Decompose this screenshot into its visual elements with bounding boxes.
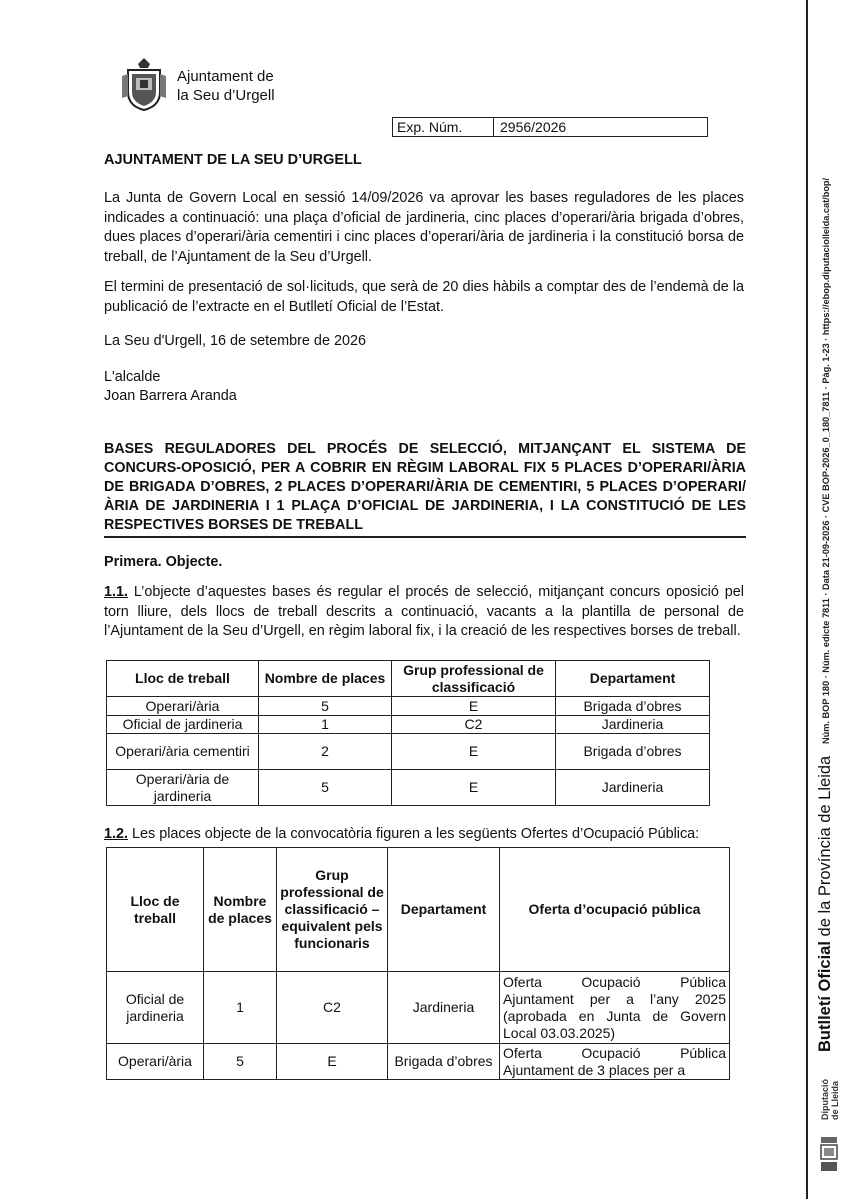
table-row: [107, 1044, 730, 1080]
diputacio-name: [820, 1079, 840, 1120]
cell-department: Brigada d’obres: [556, 734, 710, 770]
org-name-line1: Ajuntament de: [177, 68, 274, 85]
diputacio-line1: Diputació: [820, 1078, 830, 1120]
col-header-department: Departament: [388, 848, 500, 972]
cell-department: Jardineria: [556, 716, 710, 734]
clause-number-1-2: 1.2.: [104, 826, 129, 842]
cell-post: Operari/ària de jardineria: [107, 770, 259, 806]
document-title: AJUNTAMENT DE LA SEU D’URGELL: [104, 152, 362, 168]
cell-group: E: [392, 770, 556, 806]
cell-department: Brigada d’obres: [556, 697, 710, 716]
diputacio-logo-icon: [819, 1135, 839, 1173]
cell-department: Brigada d’obres: [388, 1044, 500, 1080]
expedient-label: Exp. Núm.: [393, 118, 494, 136]
cell-post: Oficial de jardineria: [107, 716, 259, 734]
cell-post: Oficial de jardineria: [107, 972, 204, 1044]
org-name-line2: la Seu d’Urgell: [177, 87, 275, 104]
bulletin-sidebar: [806, 0, 848, 1199]
table-header-row: [107, 848, 730, 972]
expedient-number: 2956/2026: [500, 119, 567, 135]
signer-name: Joan Barrera Aranda: [104, 388, 237, 404]
paragraph-1-1: [104, 583, 744, 642]
bulletin-metadata: Núm. BOP 180 · Núm. edicte 7811 · Data 21-09-2026 · CVE BOP-2026_0_180_7811 · Pàg. 1-23 · https://ebop.diputaciolleida.cat/bop/: [821, 177, 831, 744]
table-row: [107, 716, 710, 734]
cell-group: E: [277, 1044, 388, 1080]
col-header-post: Lloc de treball: [107, 661, 259, 697]
cell-group: E: [392, 697, 556, 716]
signer-role: L'alcalde: [104, 369, 161, 385]
col-header-offer: Oferta d’ocupació pública: [500, 848, 730, 972]
cell-places: 5: [204, 1044, 277, 1080]
cell-department: Jardineria: [388, 972, 500, 1044]
paragraph-announcement: La Junta de Govern Local en sessió 14/09/2026 va aprovar les bases reguladores de les places indicades a continuació: una plaça d’oficial de jardineria, cinc places d’operari/ària brigada d’obres, dues places d’operari/ària cementiri i cinc places d’operari/ària de jardineria i la constitució borsa de treball, de l’Ajuntament de la Seu d’Urgell.: [104, 190, 744, 265]
clause-number-1-1: 1.1.: [104, 584, 129, 600]
cell-post: Operari/ària cementiri: [107, 734, 259, 770]
col-header-department: Departament: [556, 661, 710, 697]
col-header-places: Nombre de places: [259, 661, 392, 697]
bulletin-name: [816, 756, 835, 1052]
col-header-group: Grup professional de classificació – equivalent pels funcionaris: [277, 848, 388, 972]
section-title: Primera. Objecte.: [104, 554, 223, 570]
cell-places: 1: [259, 716, 392, 734]
cell-group: E: [392, 734, 556, 770]
col-header-places: Nombre de places: [204, 848, 277, 972]
col-header-post: Lloc de treball: [107, 848, 204, 972]
expedient-box: [392, 117, 708, 137]
place-date: La Seu d'Urgell, 16 de setembre de 2026: [104, 333, 366, 349]
cell-places: 2: [259, 734, 392, 770]
table-header-row: [107, 661, 710, 697]
cell-group: C2: [277, 972, 388, 1044]
cell-places: 1: [204, 972, 277, 1044]
org-name: [177, 67, 275, 105]
paragraph-1-2: [104, 825, 764, 845]
cell-offer: Oferta Ocupació Pública Ajuntament de 3 places per a: [500, 1044, 730, 1080]
cell-places: 5: [259, 697, 392, 716]
cell-offer: Oferta Ocupació Pública Ajuntament per a l’any 2025 (aprobada en Junta de Govern Local 03.03.2025): [500, 972, 730, 1044]
table-row: [107, 734, 710, 770]
public-offers-table: [106, 847, 730, 1080]
cell-post: Operari/ària: [107, 697, 259, 716]
table-row: [107, 770, 710, 806]
diputacio-line2: de Lleida: [830, 1080, 840, 1120]
cell-department: Jardineria: [556, 770, 710, 806]
city-coat-of-arms-icon: [120, 56, 168, 112]
cell-group: C2: [392, 716, 556, 734]
paragraph-deadline: El termini de presentació de sol·licituds, que serà de 20 dies hàbils a comptar des de l’endemà de la publicació de l’extracte en el Butlletí Oficial de l’Estat.: [104, 279, 744, 315]
table-row: [107, 972, 730, 1044]
title-underline: [104, 536, 746, 538]
table-row: [107, 697, 710, 716]
col-header-group: Grup professional de classificació: [392, 661, 556, 697]
bulletin-name-bold: Butlletí Oficial: [816, 941, 834, 1052]
clause-text-1-1: L’objecte d’aquestes bases és regular el procés de selecció, mitjançant concurs oposició pel torn lliure, dels llocs de treball descrits a continuació, vacants a la plantilla de personal de l’Ajuntament de la Seu d’Urgell, en règim laboral fix, i la creació de les respectives borses de treball.: [104, 584, 744, 639]
bases-title: BASES REGULADORES DEL PROCÉS DE SELECCIÓ, MITJANÇANT EL SISTEMA DE CONCURS-OPOSICIÓ, PER A COBRIR EN RÈGIM LABORAL FIX 5 PLACES D’OPERARI/ÀRIA DE BRIGADA D’OBRES, 2 PLACES D’OPERARI/ÀRIA DE CEMENTIRI, 5 PLACES D’OPERARI/ÀRIA DE JARDINERIA I 1 PLAÇA D’OFICIAL DE JARDINERIA, I LA CONSTITUCIÓ DE LES RESPECTIVES BORSES DE TREBALL: [104, 441, 746, 533]
cell-post: Operari/ària: [107, 1044, 204, 1080]
bulletin-name-rest: de la Província de Lleida: [816, 755, 834, 942]
cell-places: 5: [259, 770, 392, 806]
positions-table: [106, 660, 710, 806]
clause-text-1-2: Les places objecte de la convocatòria figuren a les següents Ofertes d’Ocupació Pública:: [128, 826, 700, 842]
